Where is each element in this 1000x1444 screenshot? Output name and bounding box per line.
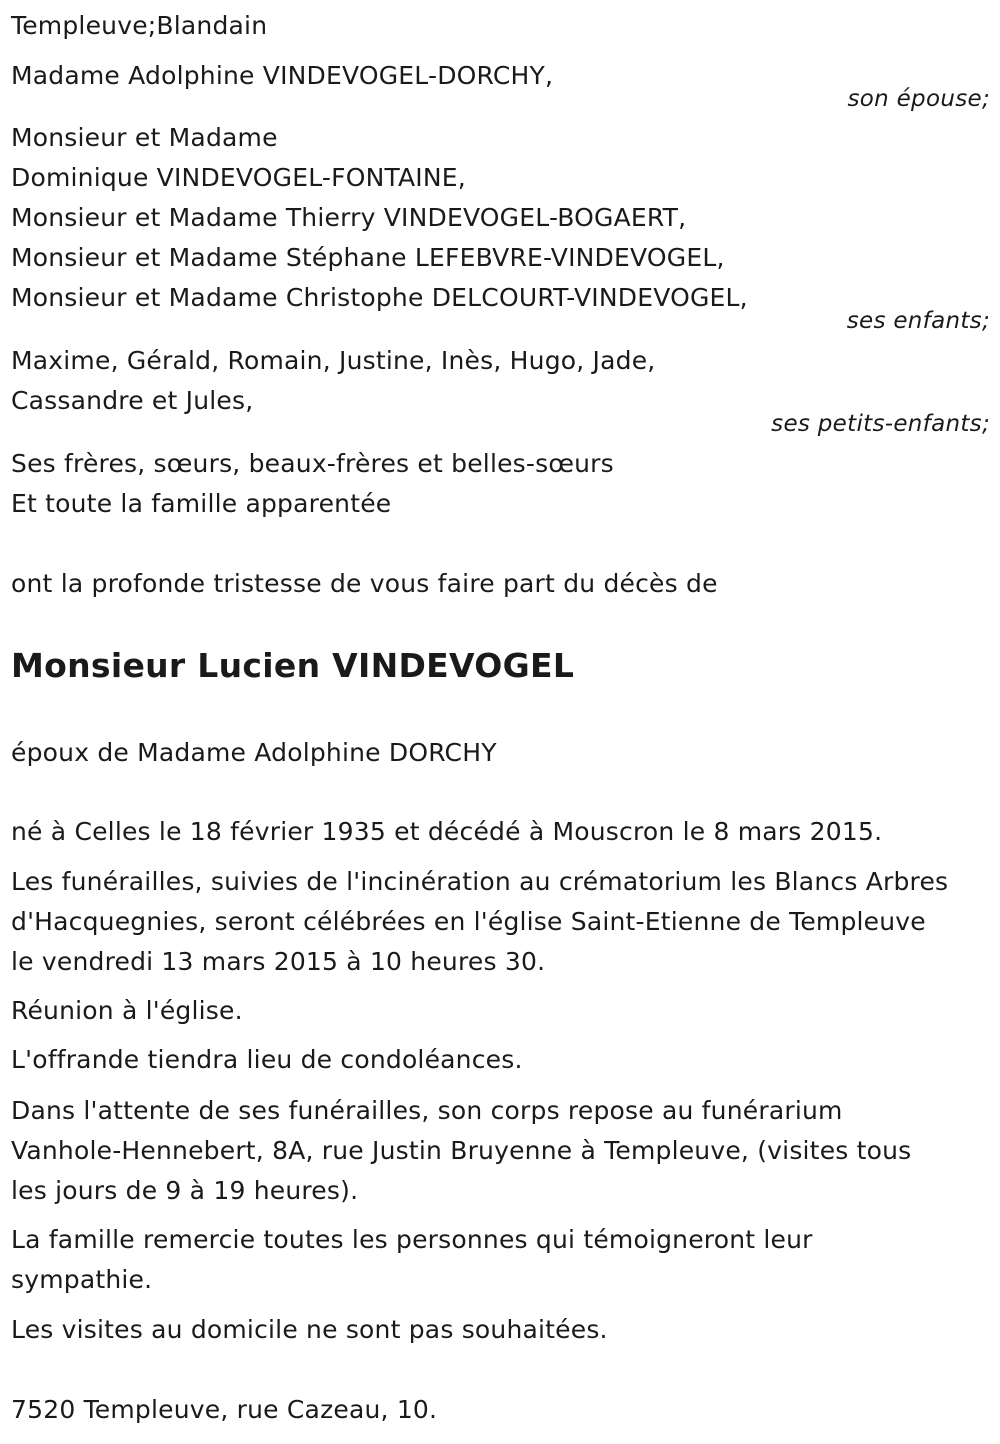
spouse-role: son épouse; (847, 86, 990, 112)
location-header: Templeuve;Blandain (11, 11, 268, 40)
children-line: Monsieur et Madame Thierry VINDEVOGEL-BOGAERT, (11, 203, 687, 232)
repose-line: les jours de 9 à 19 heures). (11, 1176, 359, 1205)
announcement-text: ont la profonde tristesse de vous faire part du décès de (11, 569, 718, 598)
funeral-line: d'Hacquegnies, seront célébrées en l'église Saint-Etienne de Templeuve (11, 907, 926, 936)
deceased-spouse-of: époux de Madame Adolphine DORCHY (11, 738, 497, 767)
grandchildren-line: Maxime, Gérald, Romain, Justine, Inès, Hugo, Jade, (11, 346, 656, 375)
thanks-line: La famille remercie toutes les personnes qui témoigneront leur (11, 1225, 813, 1254)
birth-death-text: né à Celles le 18 février 1935 et décédé à Mouscron le 8 mars 2015. (11, 817, 883, 846)
repose-line: Dans l'attente de ses funérailles, son corps repose au funérarium (11, 1096, 843, 1125)
grandchildren-role: ses petits-enfants; (771, 411, 990, 437)
repose-line: Vanhole-Hennebert, 8A, rue Justin Bruyenne à Templeuve, (visites tous (11, 1136, 912, 1165)
meeting-text: Réunion à l'église. (11, 996, 243, 1025)
family-line: Ses frères, sœurs, beaux-frères et belles-sœurs (11, 449, 614, 478)
no-visits-text: Les visites au domicile ne sont pas souhaitées. (11, 1315, 608, 1344)
children-line: Monsieur et Madame Stéphane LEFEBVRE-VINDEVOGEL, (11, 243, 725, 272)
children-line: Monsieur et Madame Christophe DELCOURT-VINDEVOGEL, (11, 283, 748, 312)
children-role: ses enfants; (846, 308, 990, 334)
family-line: Et toute la famille apparentée (11, 489, 392, 518)
children-line: Monsieur et Madame (11, 123, 278, 152)
funeral-line: le vendredi 13 mars 2015 à 10 heures 30. (11, 947, 546, 976)
address-text: 7520 Templeuve, rue Cazeau, 10. (11, 1395, 438, 1424)
offering-text: L'offrande tiendra lieu de condoléances. (11, 1045, 523, 1074)
deceased-name: Monsieur Lucien VINDEVOGEL (11, 646, 575, 685)
thanks-line: sympathie. (11, 1265, 153, 1294)
children-line: Dominique VINDEVOGEL-FONTAINE, (11, 163, 466, 192)
grandchildren-line: Cassandre et Jules, (11, 386, 254, 415)
spouse-name: Madame Adolphine VINDEVOGEL-DORCHY, (11, 61, 554, 90)
funeral-line: Les funérailles, suivies de l'incinération au crématorium les Blancs Arbres (11, 867, 949, 896)
